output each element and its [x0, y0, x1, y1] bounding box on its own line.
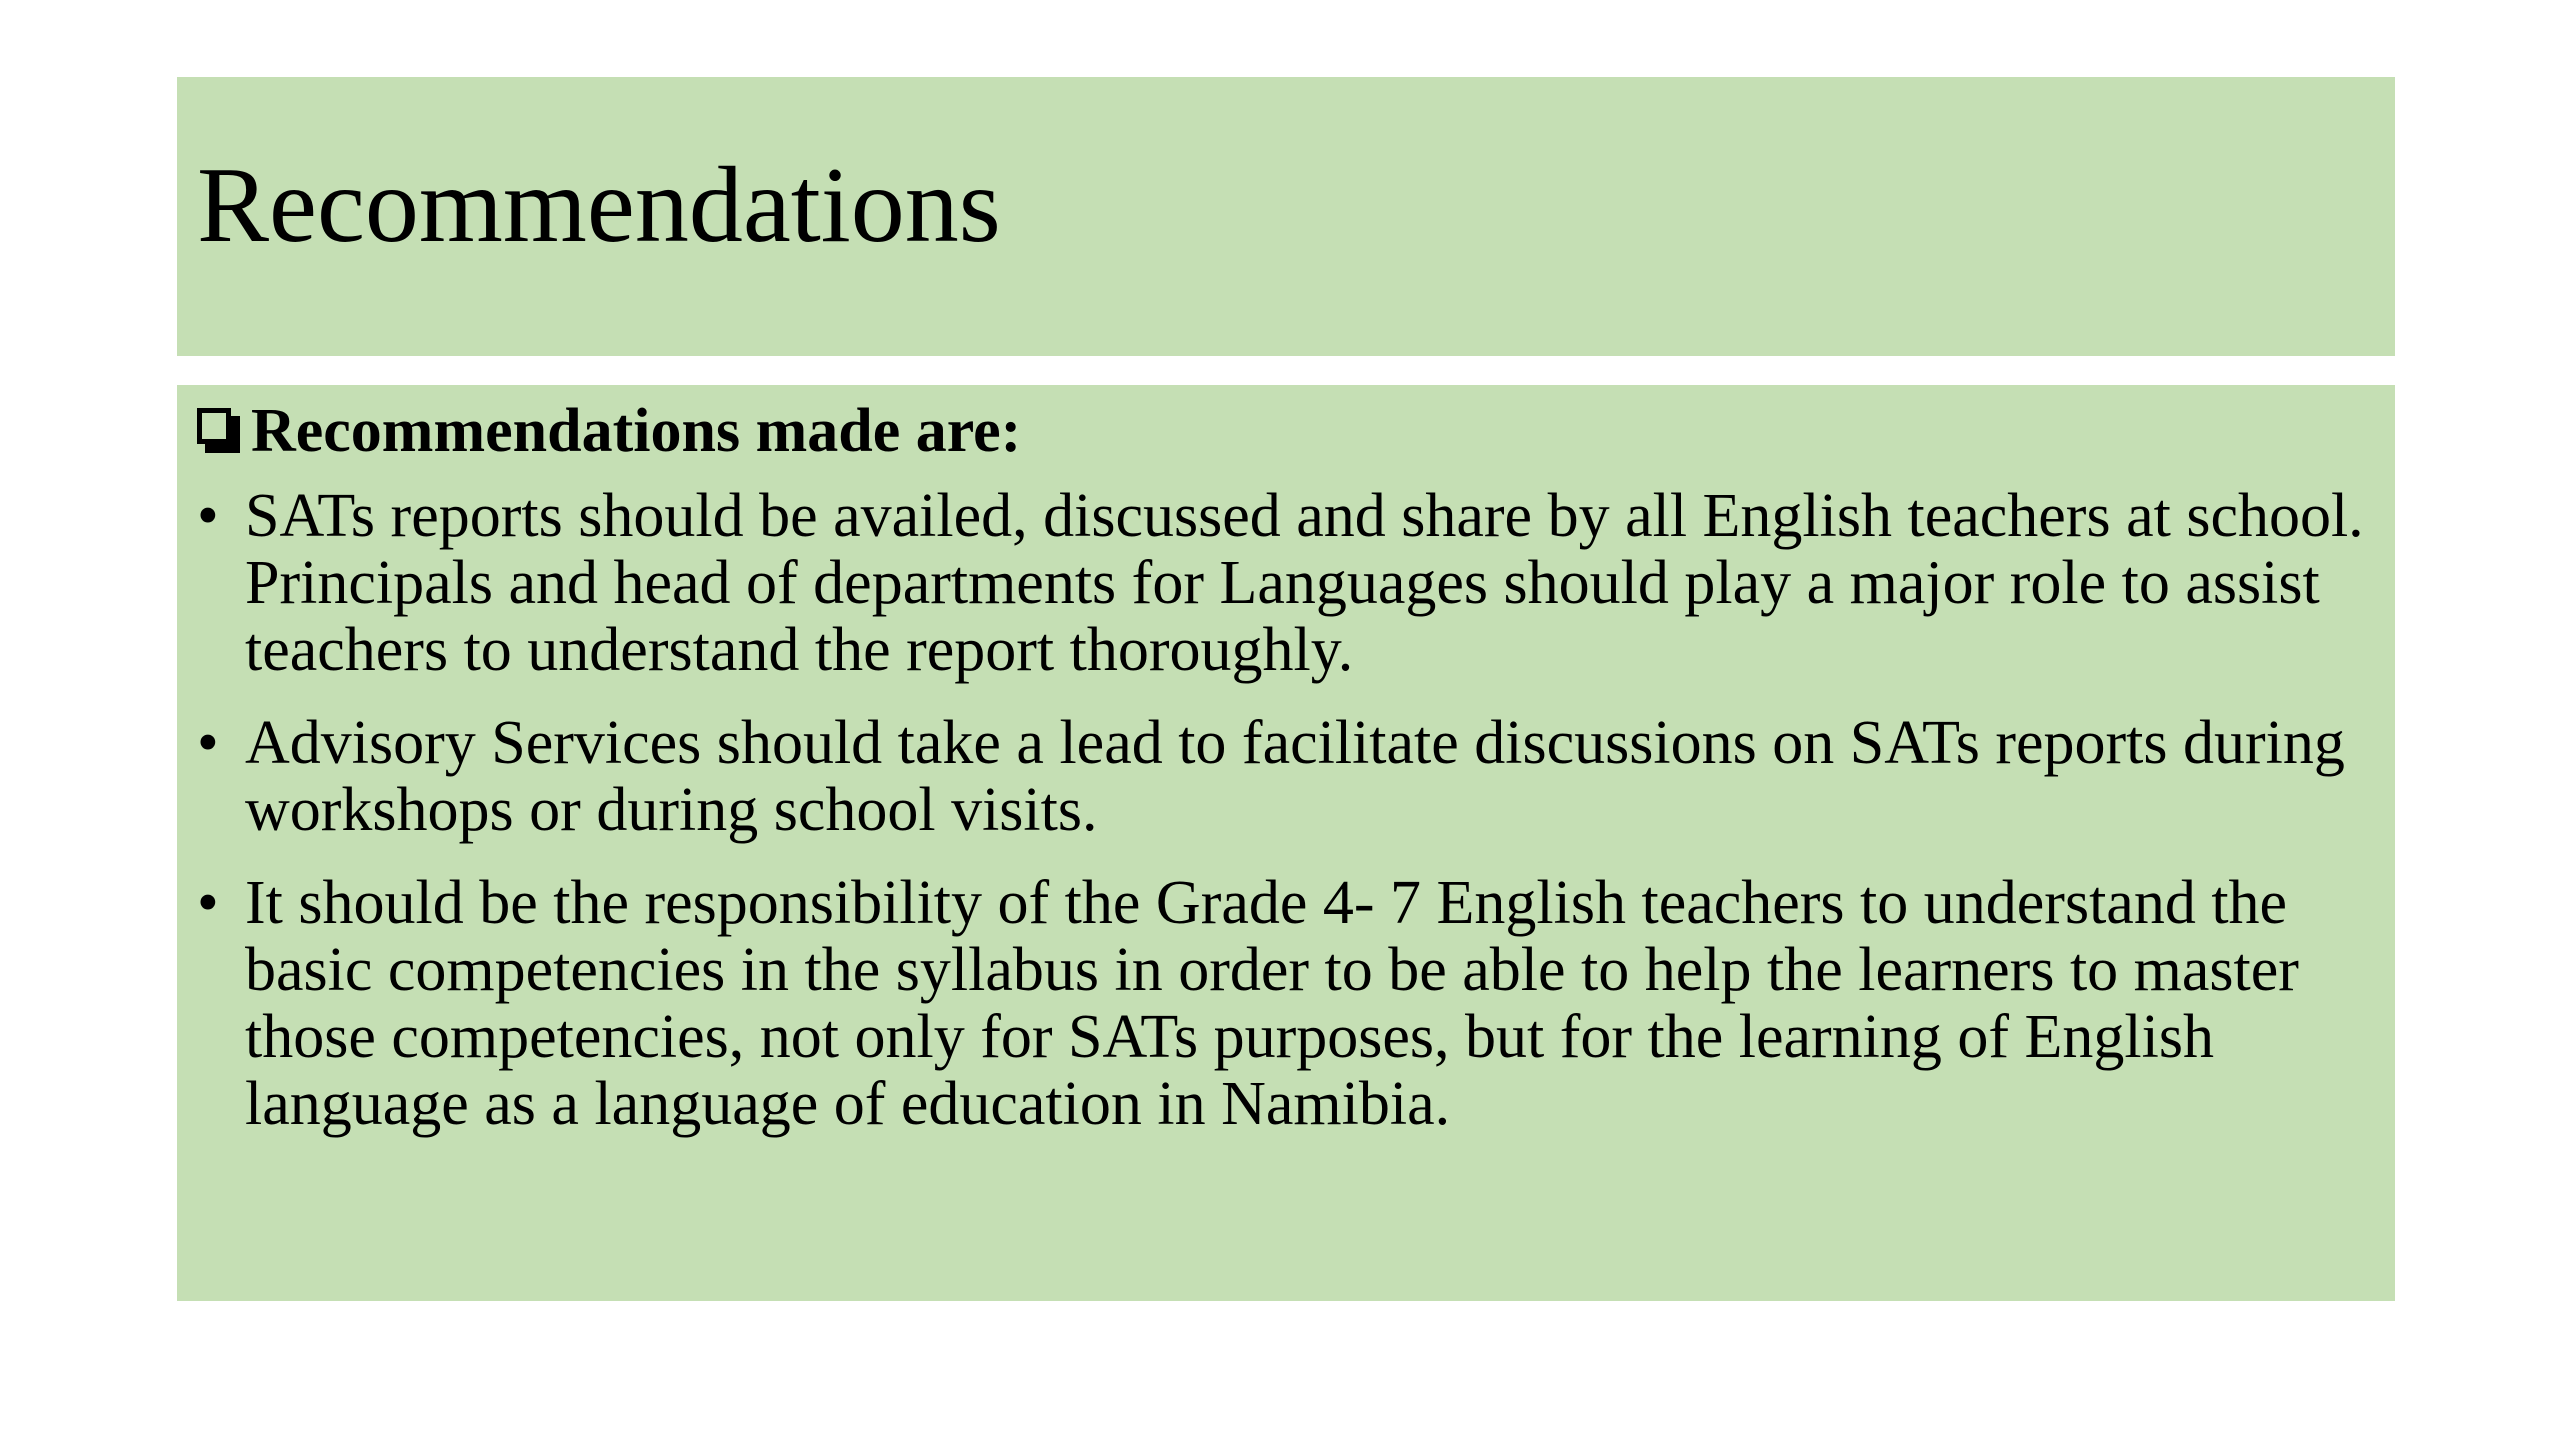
slide-title: Recommendations — [197, 146, 1001, 265]
checkbox-square-icon — [197, 406, 243, 456]
list-item-text: It should be the responsibility of the Grade 4- 7 English teachers to understand the basic competencies in the syllabus in order to be able to help the learners to master those competencies, not only for SATs purposes, but for the learning of English language as a language of education in Namibia. — [245, 869, 2299, 1138]
list-item — [197, 710, 2375, 844]
list-item-text: Advisory Services should take a lead to facilitate discussions on SATs reports during workshops or during school visits. — [245, 709, 2345, 844]
list-item-text: SATs reports should be availed, discussed and share by all English teachers at school. Principals and head of departments for Languages should play a major role to assist teachers to understand the report thoroughly. — [245, 482, 2364, 684]
list-item — [197, 870, 2375, 1138]
content-panel — [177, 385, 2395, 1301]
bullet-icon: • — [197, 709, 219, 777]
bullet-icon: • — [197, 482, 219, 550]
recommendations-heading — [197, 393, 2375, 469]
heading-text: Recommendations made are: — [251, 397, 1022, 465]
list-item — [197, 483, 2375, 684]
recommendation-list — [197, 483, 2375, 1138]
title-panel — [177, 77, 2395, 356]
bullet-icon: • — [197, 869, 219, 937]
